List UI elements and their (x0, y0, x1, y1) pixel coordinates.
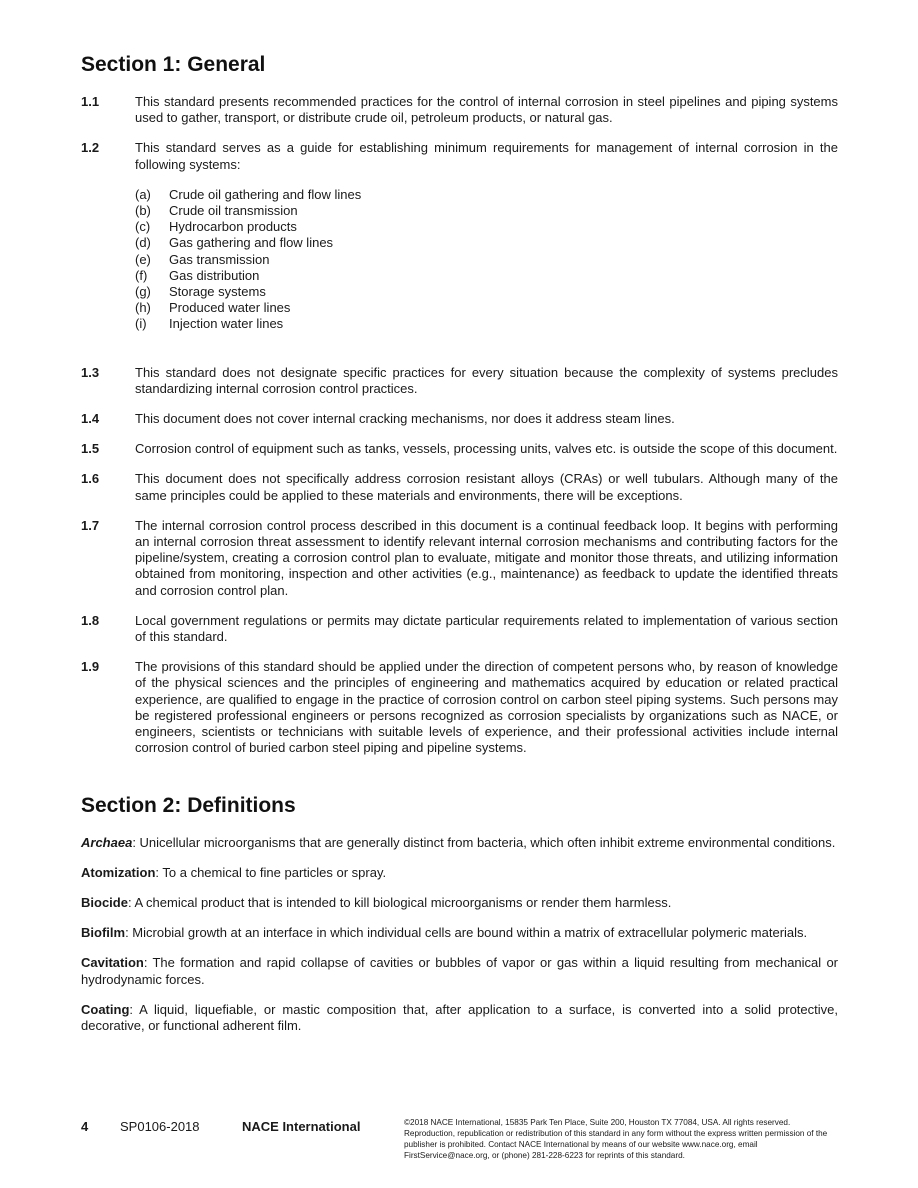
paragraph-number: 1.2 (81, 140, 100, 156)
list-item-label: (c) (135, 219, 151, 235)
definition-text: : A liquid, liquefiable, or mastic composition that, after application to a surface, is converted into a solid protective, decorative, or functional adherent film. (81, 1001, 838, 1033)
definition-archaea (81, 835, 838, 851)
list-item-label: (h) (135, 300, 151, 316)
definition-cavitation (81, 955, 838, 987)
list-item (135, 252, 838, 268)
list-item (135, 203, 838, 219)
paragraph-text: This document does not cover internal cracking mechanisms, nor does it address steam lines. (135, 411, 675, 427)
list-item-text: Produced water lines (169, 300, 291, 316)
paragraph-text: Local government regulations or permits may dictate particular requirements related to implementation of various section of this standard. (135, 612, 838, 645)
list-item-label: (i) (135, 316, 147, 332)
list-item (135, 268, 838, 284)
paragraph-number: 1.9 (81, 659, 100, 675)
definition-term: Atomization (81, 864, 156, 880)
page-footer (81, 1117, 838, 1167)
copyright-notice: ©2018 NACE International, 15835 Park Ten Place, Suite 200, Houston TX 77084, USA. All rights reserved. Reproduction, republication or redistribution of this standard in any form without the express written permission of the publisher is prohibited. Contact NACE International by means of our website www.nace.org, email FirstService@nace.org, or (phone) 281-228-6223 for reprints of this standard. (404, 1118, 828, 1160)
paragraph-text: This standard presents recommended practices for the control of internal corrosion in steel pipelines and piping systems used to gather, transport, or distribute crude oil, petroleum products, or natural gas. (135, 94, 838, 126)
section-1-title: Section 1: General (81, 53, 266, 76)
paragraph-text: This standard does not designate specific practices for every situation because the complexity of systems precludes standardizing internal corrosion control practices. (135, 364, 838, 396)
list-item (135, 187, 838, 203)
definition-text: : To a chemical to fine particles or spray. (155, 864, 387, 880)
list-item (135, 316, 838, 332)
paragraph-number: 1.3 (81, 364, 100, 380)
definition-term: Biofilm (81, 925, 126, 941)
paragraph-1-7 (81, 518, 838, 599)
paragraph-number: 1.1 (81, 94, 100, 109)
paragraph-number: 1.4 (81, 411, 100, 427)
list-item-label: (a) (135, 186, 151, 202)
section-2-title: Section 2: Definitions (81, 793, 296, 817)
list-item (135, 300, 838, 316)
definition-term: Biocide (81, 894, 128, 910)
paragraph-text: This standard serves as a guide for establishing minimum requirements for management of internal corrosion in the following systems: (135, 140, 838, 172)
list-item-text: Crude oil transmission (169, 203, 298, 219)
definition-text: : The formation and rapid collapse of cavities or bubbles of vapor or gas within a liquid resulting from mechanical or hydrodynamic forces. (81, 955, 838, 987)
paragraph-text: This document does not specifically address corrosion resistant alloys (CRAs) or well tubulars. Although many of the same principles could be applied to these materials and environments, there will be exceptions. (135, 471, 838, 503)
paragraph-number: 1.8 (81, 612, 100, 628)
definition-term: Coating (81, 1001, 130, 1017)
list-item-text: Gas distribution (169, 267, 260, 283)
list-item-text: Crude oil gathering and flow lines (169, 186, 362, 202)
definition-text: : Unicellular microorganisms that are generally distinct from bacteria, which often inhibit extreme environmental conditions. (132, 834, 836, 850)
list-item-text: Gas transmission (169, 251, 270, 267)
paragraph-1-3 (81, 365, 838, 397)
systems-list (135, 187, 838, 333)
list-item-label: (d) (135, 235, 151, 251)
list-item-text: Gas gathering and flow lines (169, 235, 334, 251)
list-item-text: Injection water lines (169, 316, 284, 332)
paragraph-1-2 (81, 140, 838, 332)
document-page (81, 50, 838, 1048)
paragraph-number: 1.5 (81, 441, 100, 457)
paragraph-1-6 (81, 471, 838, 503)
organization-name: NACE International (242, 1119, 361, 1134)
paragraph-1-4 (81, 411, 838, 427)
paragraph-1-1 (81, 94, 838, 126)
definition-term: Archaea (81, 834, 133, 850)
paragraph-1-8 (81, 613, 838, 645)
paragraph-text: Corrosion control of equipment such as tanks, vessels, processing units, valves etc. is outside the scope of this document. (135, 441, 838, 457)
list-item-label: (g) (135, 284, 151, 300)
list-item (135, 284, 838, 300)
list-item-label: (f) (135, 267, 148, 283)
paragraph-1-5 (81, 441, 838, 457)
list-item (135, 235, 838, 251)
definition-text: : Microbial growth at an interface in which individual cells are bound within a matrix of extracellular polymeric materials. (125, 925, 808, 941)
paragraph-text: The internal corrosion control process described in this document is a continual feedback loop. It begins with performing an internal corrosion threat assessment to identify relevant internal corrosion mechanisms and contributing factors for the pipeline/system, creating a corrosion control plan to evaluate, mitigate and monitor those threats, and utilizing information obtained from monitoring, inspection and other activities (e.g., maintenance) as feedback to update the identified threats and corrosion control plan. (135, 517, 838, 598)
paragraph-number: 1.6 (81, 471, 100, 487)
definition-biofilm (81, 925, 838, 941)
list-item-text: Storage systems (169, 284, 266, 300)
list-item (135, 219, 838, 235)
document-id: SP0106-2018 (120, 1119, 200, 1134)
definition-term: Cavitation (81, 955, 144, 971)
paragraph-1-9 (81, 659, 838, 756)
definition-text: : A chemical product that is intended to kill biological microorganisms or render them harmless. (127, 894, 672, 910)
paragraph-text: The provisions of this standard should be applied under the direction of competent persons who, by reason of knowledge of the physical sciences and the principles of engineering and mathematics acquired by education or related practical experience, are qualified to engage in the practice of corrosion control on carbon steel piping systems. Such persons may be registered professional engineers or persons recognized as corrosion specialists by organizations such as NACE, or engineers, scientists or technicians with suitable levels of experience, and their professional activities include internal corrosion control of buried carbon steel piping and pipeline systems. (135, 659, 838, 756)
list-item-label: (e) (135, 251, 151, 267)
definition-biocide (81, 895, 838, 911)
list-item-label: (b) (135, 203, 151, 219)
definition-atomization (81, 865, 838, 881)
paragraph-number: 1.7 (81, 517, 100, 533)
page-number: 4 (81, 1119, 89, 1134)
definition-coating (81, 1002, 838, 1034)
list-item-text: Hydrocarbon products (169, 219, 297, 235)
